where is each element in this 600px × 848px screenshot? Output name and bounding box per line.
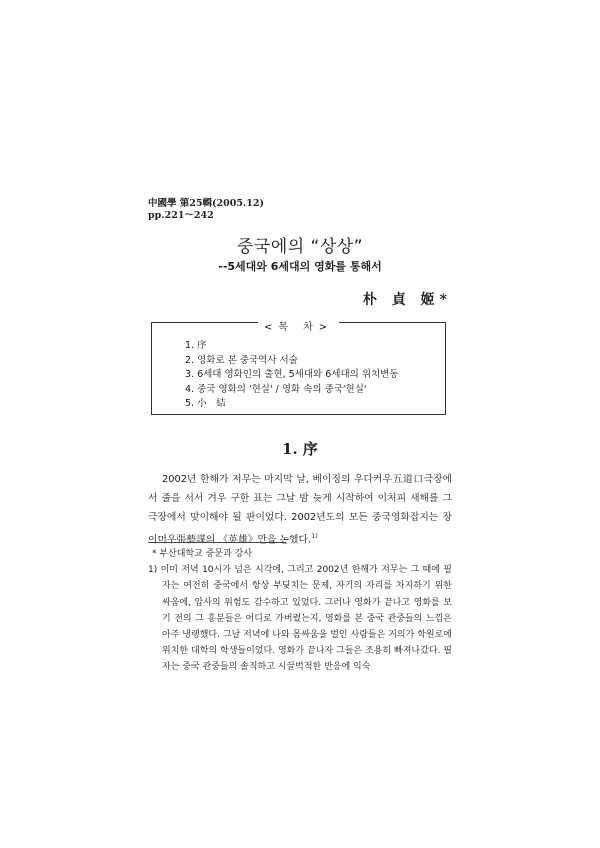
journal-info — [148, 198, 264, 222]
body-paragraph — [148, 470, 452, 549]
body-paragraph-text: 2002년 한해가 저무는 마지막 날, 베이징의 우다커우五道口극장에서 줄을 서서 겨우 구한 표는 그날 밤 늦게 시작하여 이처피 새해를 그 극장에서 맞이해야 될 판이었다. 2002년도의 모든 중국영화잡지는 장이머우張藝謀의 《英雄》만을 논했다. — [148, 474, 452, 546]
toc-caption: <목 차> — [258, 322, 339, 333]
author-name: 朴 貞 姬 — [362, 292, 440, 308]
toc-item-5: 5. 小 結 — [185, 398, 226, 409]
author — [363, 289, 452, 309]
footnotes — [148, 546, 452, 676]
journal-pages: pp.221～242 — [148, 210, 214, 221]
toc-list — [185, 339, 399, 412]
paper-title: 중국에의 “상상” — [236, 237, 364, 257]
toc-item-3: 3. 6세대 영화인의 출현, 5세대와 6세대의 위치변동 — [185, 369, 399, 380]
author-footnote-mark: * — [439, 292, 452, 308]
footnote-1-marker: 1) — [148, 565, 158, 576]
table-of-contents — [151, 322, 446, 415]
section-heading: 1. 序 — [282, 440, 318, 458]
author-affiliation: * 부산대학교 중문과 강사 — [152, 549, 253, 559]
footnote-divider — [148, 542, 286, 543]
paper-subtitle: --5세대와 6세대의 영화를 통해서 — [218, 260, 382, 273]
toc-caption-wrap — [152, 315, 445, 334]
toc-item-2: 2. 영화로 본 중국역사 서술 — [185, 354, 298, 366]
footnote-reference: 1) — [311, 532, 318, 540]
footnote-1-text: 이미 저녁 10시가 넘은 시각에, 그리고 2002년 한해가 저무는 그 때에 필자는 여전히 중국에서 항상 부딪치는 문제, 자기의 자리를 차지하기 위한 싸움에, 압사의 위험도 감수하고 있었다. 그러나 영화가 끝나고 영화를 보기 전의 그 흥분들은 어디로 가버렸는지, 영화를 본 중국 관중들의 느낌은 아주 냉랭했다. 그날 저녁에 나와 몸싸움을 벌인 사람들은 거의가 학원로에 위치한 대학의 학생들이었다. 영화가 끝나자 그들은 조용히 빠져나갔다. 필자는 중국 관중들의 솔직하고 시끌벅적한 반응에 익숙 — [160, 565, 452, 673]
footnote-1 — [148, 562, 452, 675]
journal-volume: 中國學 第25輯(2005.12) — [148, 198, 264, 209]
toc-item-4: 4. 중국 영화의 '현실' / 영화 속의 중국'현실' — [185, 383, 367, 395]
body-text — [148, 470, 452, 549]
toc-item-1: 1. 序 — [185, 340, 207, 351]
